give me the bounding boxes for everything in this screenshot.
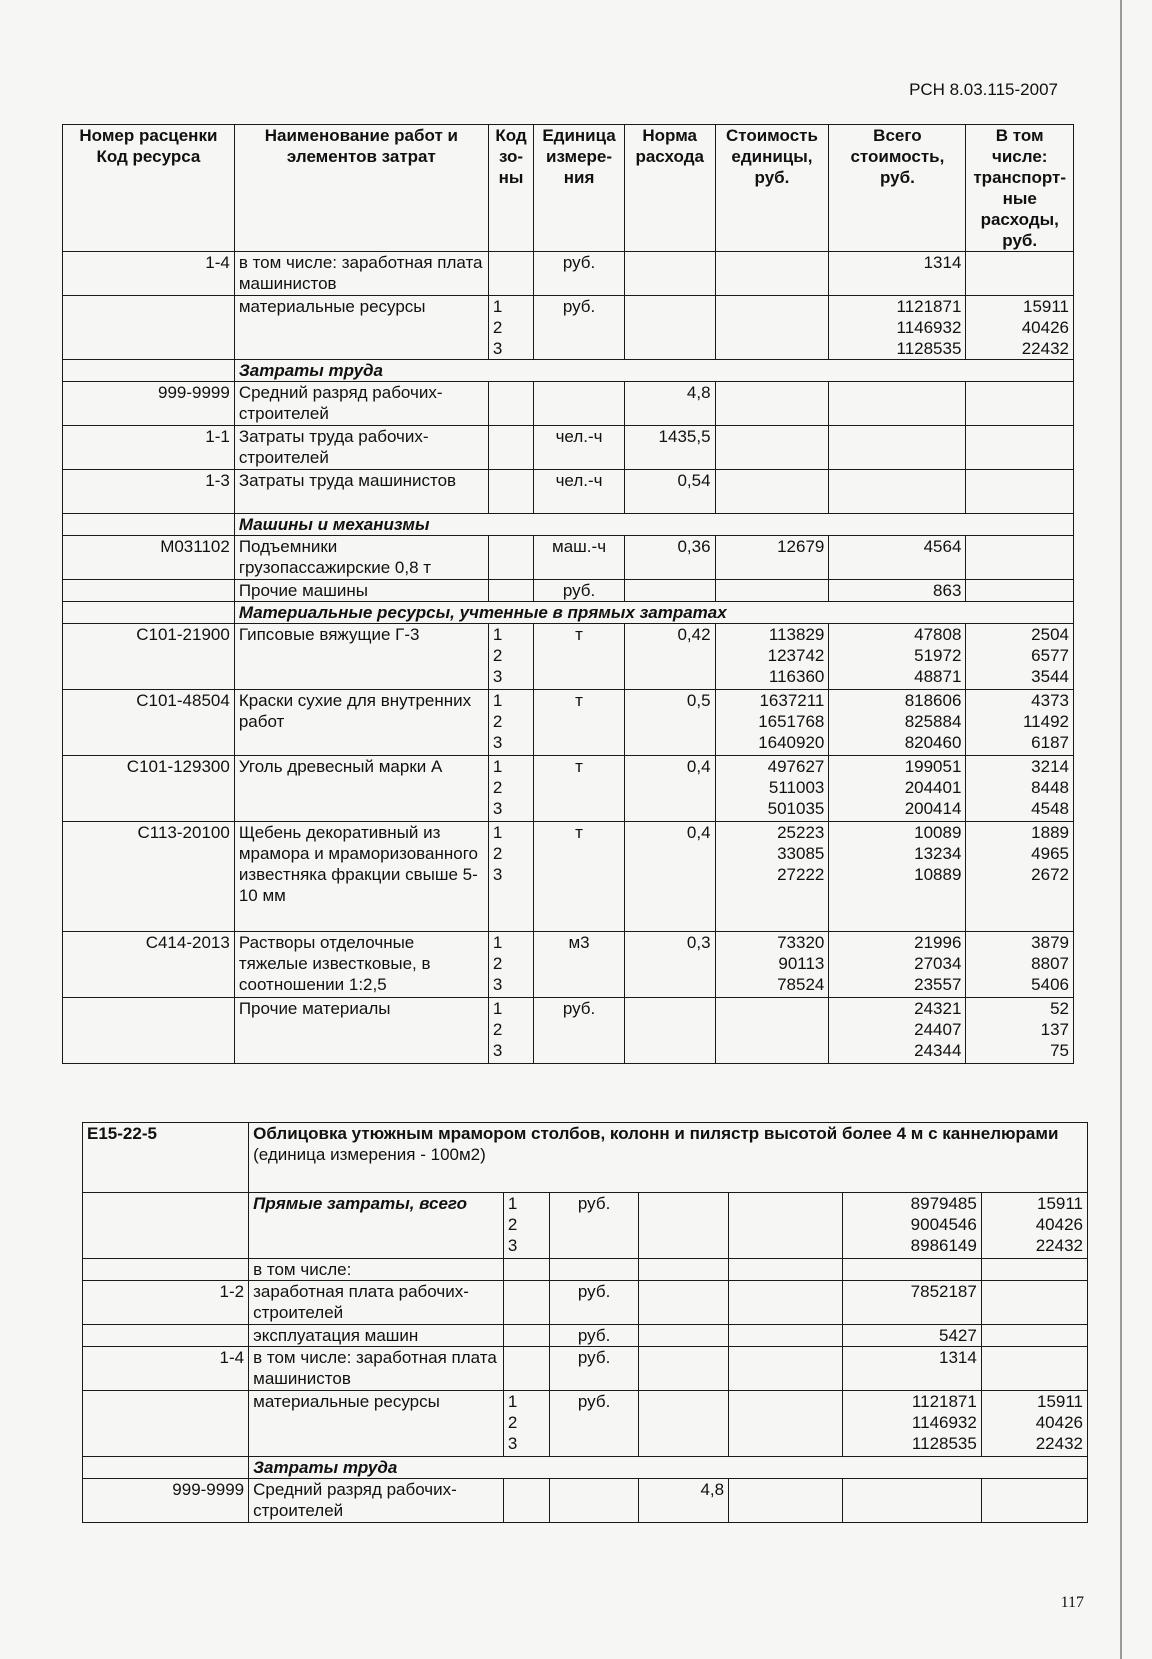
table-row: Прочие материалы 1 2 3 руб. 24321 24407 24344 52 137 75 <box>63 998 1074 1064</box>
col-header-transport: В том числе: транспорт- ные расходы, руб. <box>966 125 1074 252</box>
table-row: С101-21900 Гипсовые вяжущие Г-3 1 2 3 т 0,42 113829 123742 116360 47808 51972 48871 2504 6577 3544 <box>63 624 1074 690</box>
table-row: С101-48504 Краски сухие для внутренних работ 1 2 3 т 0,5 1637211 1651768 1640920 818606 825884 820460 4373 11492 6187 <box>63 690 1074 756</box>
section-row <box>63 602 1074 624</box>
table-row: Прямые затраты, всего 1 2 3 руб. 8979485 9004546 8986149 15911 40426 22432 <box>83 1193 1088 1259</box>
document-code: РСН 8.03.115-2007 <box>909 80 1058 99</box>
table-row: 1-4 в том числе: заработная плата машинистов руб. 1314 <box>83 1347 1088 1391</box>
item-header-row <box>83 1123 1088 1193</box>
section-title: Затраты труда <box>234 360 1073 382</box>
table-row: Прочие машины руб. 863 <box>63 580 1074 602</box>
table-row: 1-2 заработная плата рабочих-строителей руб. 7852187 <box>83 1281 1088 1325</box>
col-header-unit: Единица измере- ния <box>534 125 625 252</box>
rates-table-1 <box>62 124 1074 1064</box>
table-row: С101-129300 Уголь древесный марки А 1 2 3 т 0,4 497627 511003 501035 199051 204401 200414 3214 8448 4548 <box>63 756 1074 822</box>
table-row: 1-1 Затраты труда рабочих-строителей чел.-ч 1435,5 <box>63 426 1074 470</box>
page-edge-line <box>1120 0 1122 1659</box>
section-row <box>63 360 1074 382</box>
col-header-name: Наименование работ и элементов затрат <box>234 125 488 252</box>
col-header-total: Всего стоимость, руб. <box>829 125 966 252</box>
table-row: 999-9999 Средний разряд рабочих-строителей 4,8 <box>83 1479 1088 1523</box>
table-row: в том числе: <box>83 1259 1088 1281</box>
table-header-row <box>63 125 1074 252</box>
table-row: материальные ресурсы 1 2 3 руб. 1121871 1146932 1128535 15911 40426 22432 <box>83 1391 1088 1457</box>
table-row: С113-20100 Щебень декоративный из мрамора и мраморизованного известняка фракции свыше 5-10 мм 1 2 3 т 0,4 25223 33085 27222 10089 13234 10889 1889 4965 2672 <box>63 822 1074 932</box>
table-row: материальные ресурсы 1 2 3 руб. 1121871 1146932 1128535 15911 40426 22432 <box>63 296 1074 360</box>
table-row: М031102 Подъемники грузопассажирские 0,8 т маш.-ч 0,36 12679 4564 <box>63 536 1074 580</box>
col-header-zone: Код зо- ны <box>488 125 533 252</box>
item-unit-note: (единица измерения - 100м2) <box>253 1145 486 1164</box>
table-row: 1-3 Затраты труда машинистов чел.-ч 0,54 <box>63 470 1074 514</box>
col-header-norm: Норма расхода <box>624 125 715 252</box>
section-row <box>63 514 1074 536</box>
table-row: 999-9999 Средний разряд рабочих-строителей 4,8 <box>63 382 1074 426</box>
col-header-code: Номер расценки Код ресурса <box>63 125 235 252</box>
page-number: 117 <box>1060 1594 1084 1611</box>
table-row: С414-2013 Растворы отделочные тяжелые известковые, в соотношении 1:2,5 1 2 3 м3 0,3 73320 90113 78524 21996 27034 23557 3879 8807 5406 <box>63 932 1074 998</box>
section-row <box>83 1457 1088 1479</box>
table-row: эксплуатация машин руб. 5427 <box>83 1325 1088 1347</box>
item-code: Е15-22-5 <box>83 1123 249 1193</box>
section-title: Материальные ресурсы, учтенные в прямых затратах <box>234 602 1073 624</box>
col-header-price: Стоимость единицы, руб. <box>715 125 829 252</box>
table-row: 1-4 в том числе: заработная плата машинистов руб. 1314 <box>63 252 1074 296</box>
section-title: Затраты труда <box>249 1457 1088 1479</box>
section-title: Машины и механизмы <box>234 514 1073 536</box>
rates-table-2 <box>82 1122 1088 1523</box>
item-title: Облицовка утюжным мрамором столбов, колонн и пилястр высотой более 4 м с каннелюрами <box>253 1124 1059 1143</box>
